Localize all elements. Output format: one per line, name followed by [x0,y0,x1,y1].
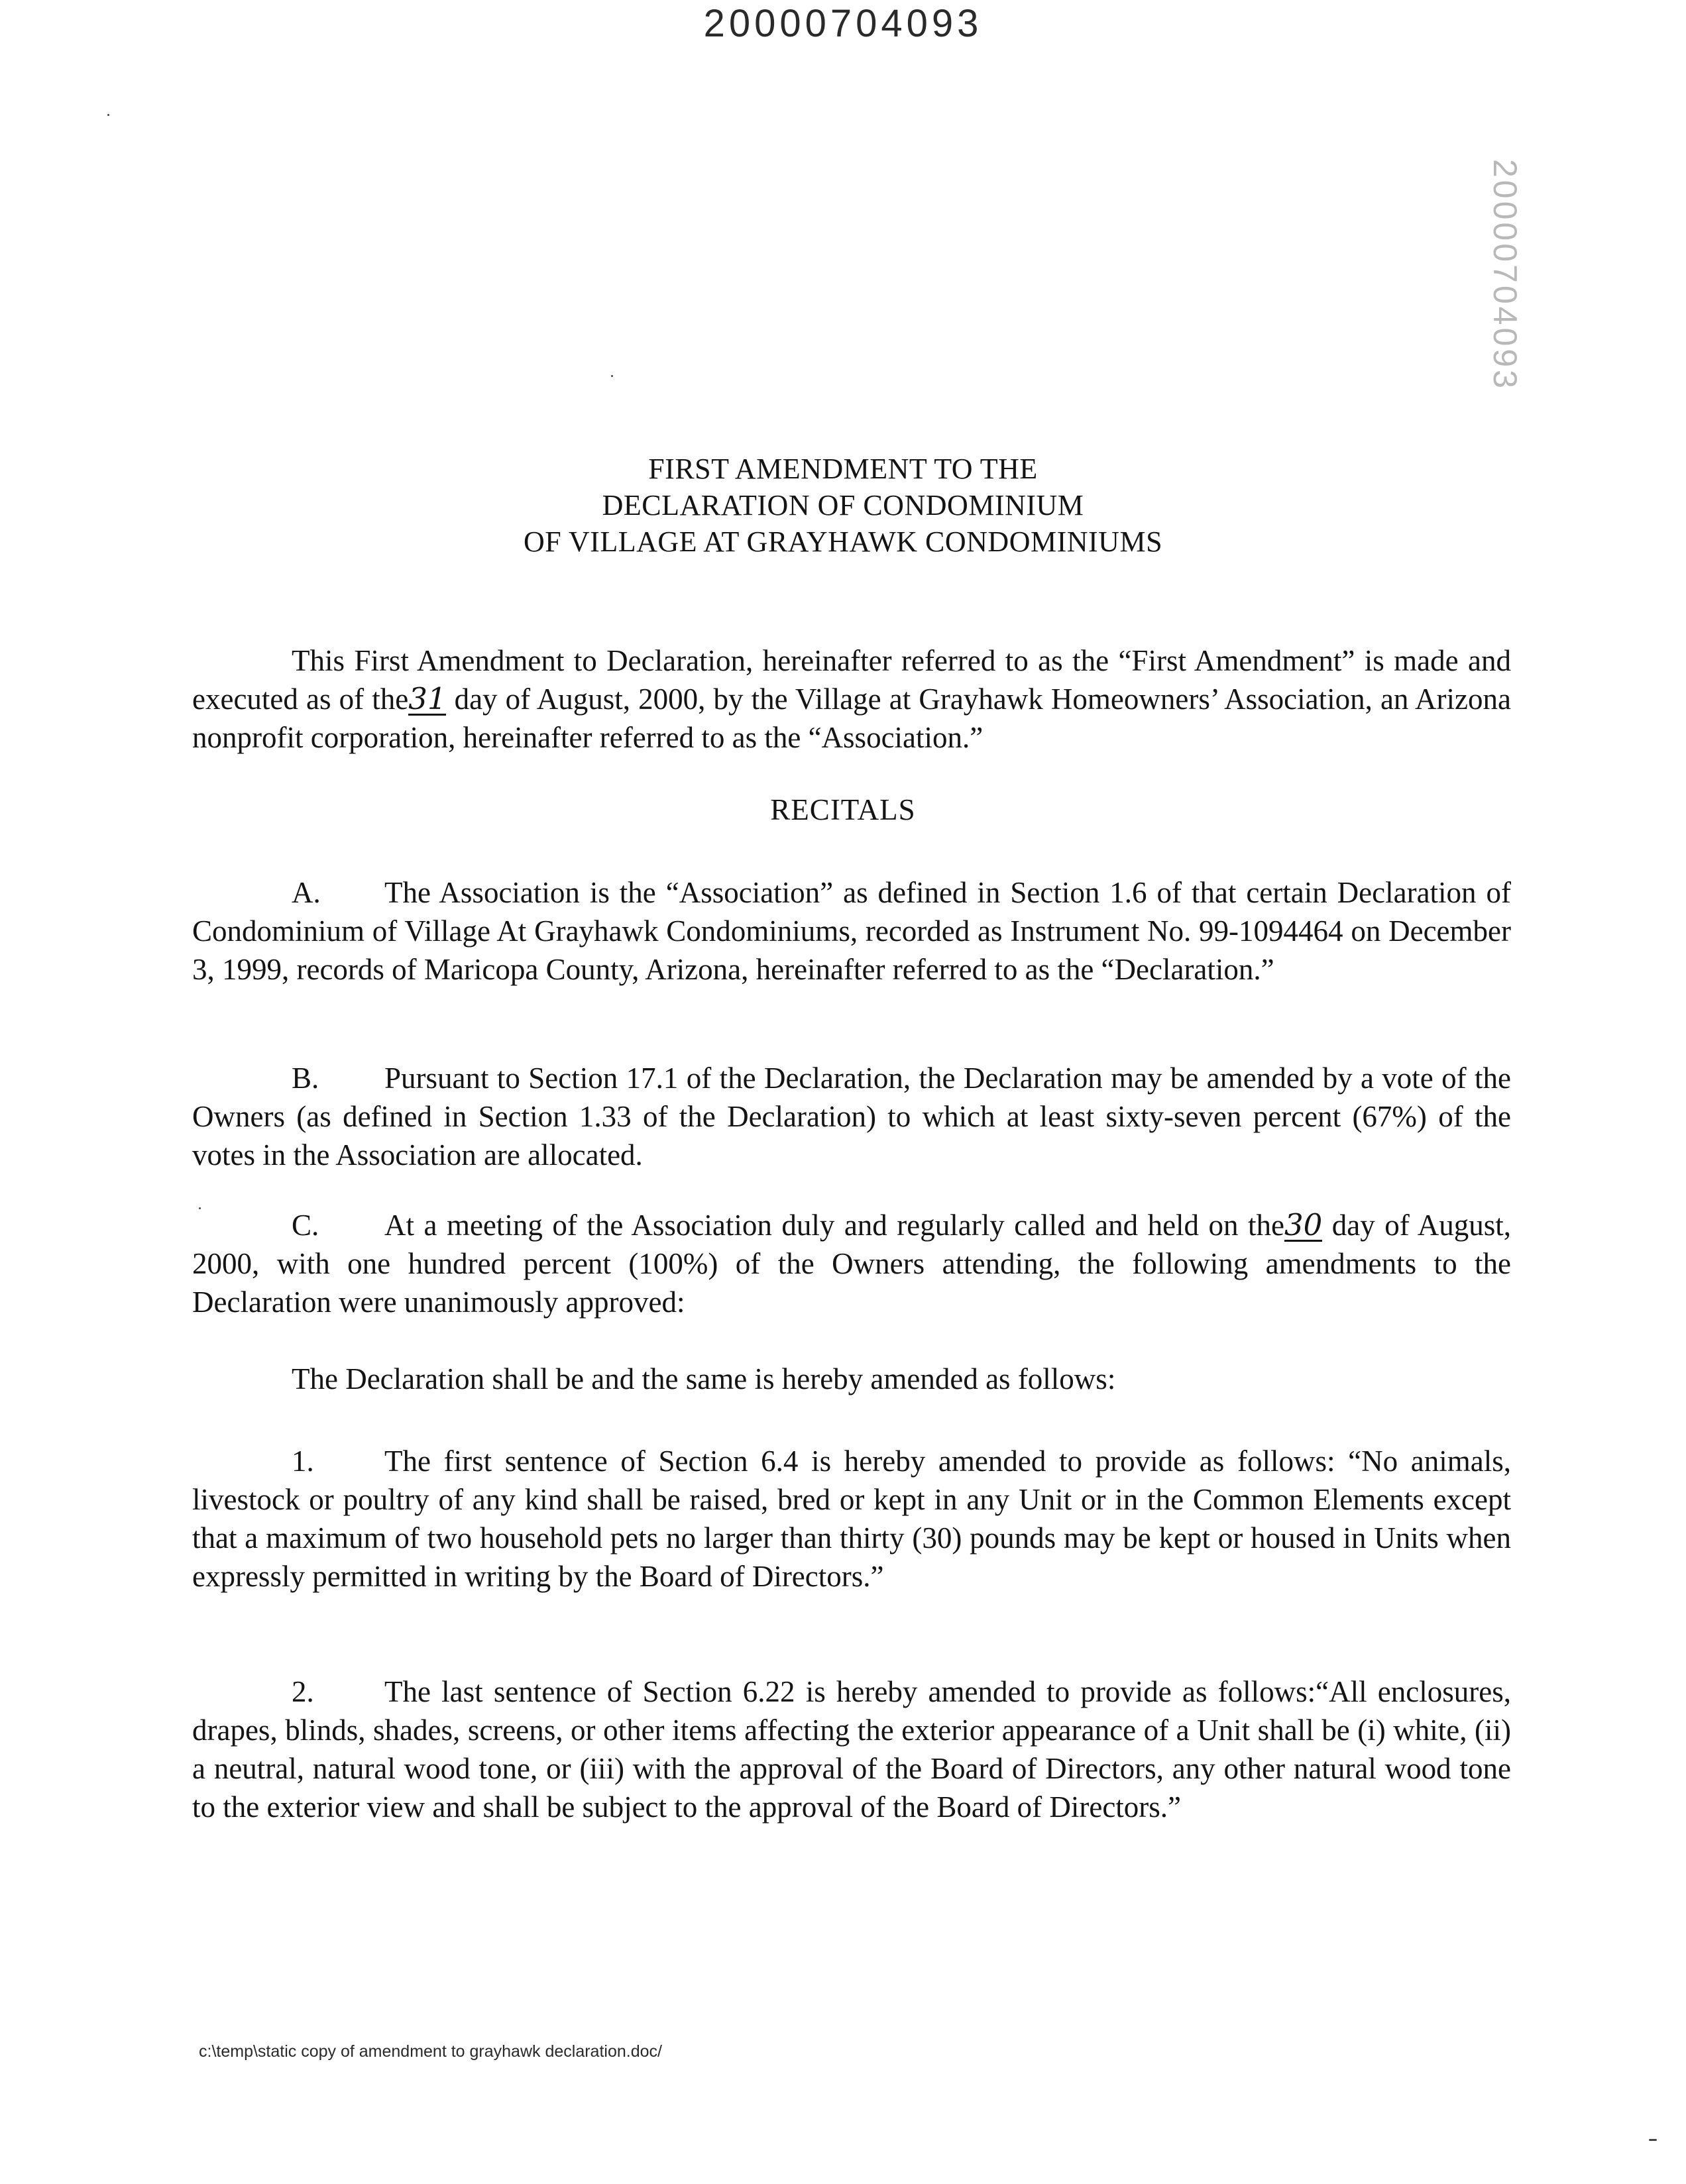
intro-paragraph [192,641,1511,757]
amendment-1-text: The first sentence of Section 6.4 is hereby amended to provide as follows: “No animals, livestock or poultry of any kind shall be raised, bred or kept in any Unit or in the Common Elements except that a maximum of two household pets no larger than thirty (30) pounds may be kept or housed in Units when expressly permitted in writing by the Board of Directors.” [192,1445,1511,1593]
recital-b-label: B. [292,1062,319,1095]
amendment-2-text: The last sentence of Section 6.22 is hereby amended to provide as follows:“All enclosures, drapes, blinds, shades, screens, or other items affecting the exterior appearance of a Unit shall be (i) white, (ii) a neutral, natural wood tone, or (iii) with the approval of the Board of Directors, any other natural wood tone to the exterior view and shall be subject to the approval of the Board of Directors.” [192,1675,1511,1824]
recital-a [192,873,1511,989]
title-line-1: FIRST AMENDMENT TO THE [648,453,1038,485]
scan-speck [107,114,109,116]
handwritten-day-intro: 31 [408,681,447,716]
recital-c [192,1206,1511,1321]
intro-text-end: day of August, 2000, by the Village at Grayhawk Homeowners’ Association, an Arizona nonprofit corporation, hereinafter referred to as the “Association.” [192,682,1511,754]
recital-b [192,1059,1511,1174]
amendment-2 [192,1672,1511,1826]
side-stamp: 20000704093 [1487,159,1524,391]
scan-speck [1649,2139,1657,2141]
recital-c-text-end: day of August, 2000, with one hundred percent (100%) of the Owners attending, the following amendments to the Declaration were unanimously approved: [192,1209,1511,1319]
document-title [0,451,1686,560]
recital-c-label: C. [292,1209,319,1242]
footer-file-path: c:\temp\static copy of amendment to grayhawk declaration.doc/ [199,2042,662,2061]
recitals-heading: RECITALS [770,793,916,826]
document-number: 20000704093 [703,2,983,45]
recital-a-text: The Association is the “Association” as defined in Section 1.6 of that certain Declaration of Condominium of Village At Grayhawk Condominiums, recorded as Instrument No. 99-1094464 on December 3, 1999, records of Maricopa County, Arizona, hereinafter referred to as the “Declaration.” [192,876,1511,986]
handwritten-day-meeting: 30 [1284,1207,1323,1242]
amendment-intro: The Declaration shall be and the same is hereby amended as follows: [292,1362,1116,1395]
intro-text-start: This First Amendment to Declaration, hereinafter referred to as the “First Amendment” is made and executed as of the [192,644,1511,716]
scan-speck [611,375,613,377]
recital-c-text-start: At a meeting of the Association duly and regularly called and held on the [384,1209,1284,1242]
recital-b-text: Pursuant to Section 17.1 of the Declaration, the Declaration may be amended by a vote of the Owners (as defined in Section 1.33 of the Declaration) to which at least sixty-seven percent (67%) of the votes in the Association are allocated. [192,1062,1511,1172]
amendment-1-label: 1. [292,1445,314,1478]
recital-a-label: A. [292,876,321,909]
title-line-2: DECLARATION OF CONDOMINIUM [602,489,1084,521]
title-line-3: OF VILLAGE AT GRAYHAWK CONDOMINIUMS [523,525,1163,558]
amendment-2-label: 2. [292,1675,314,1708]
amendment-1 [192,1442,1511,1596]
